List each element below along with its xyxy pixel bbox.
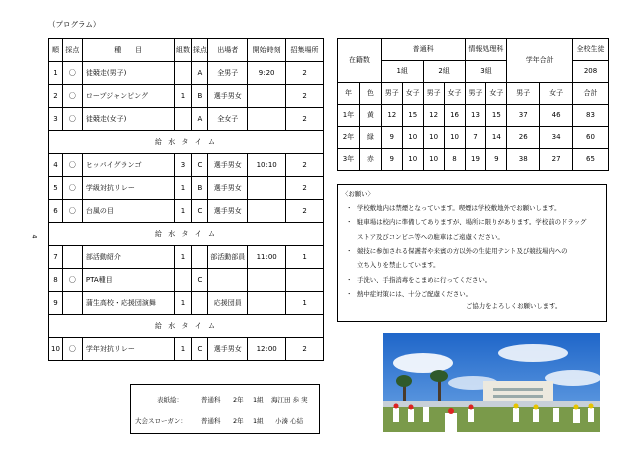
program-cell-time — [248, 269, 286, 292]
program-cell-participants: 全男子 — [208, 62, 248, 85]
program-cell-participants: 選手男女 — [208, 154, 248, 177]
program-cell-mark: B — [192, 177, 208, 200]
student-count: 65 — [573, 149, 609, 171]
student-row — [338, 105, 609, 127]
program-cell-no: 8 — [49, 269, 63, 292]
student-count: 9 — [486, 149, 507, 171]
student-col-header: 女子 — [540, 83, 573, 105]
notice-line: 手洗い、手指消毒をこまめに行ってください。 — [357, 275, 492, 284]
student-count: 10 — [423, 149, 444, 171]
water-break-row — [49, 315, 324, 338]
water-break-label: 給 水 タ イ ム — [49, 131, 324, 154]
program-cell-no: 2 — [49, 85, 63, 108]
notice-closing: ご協力をよろしくお願いします。 — [466, 302, 562, 310]
program-cell-time: 10:10 — [248, 154, 286, 177]
program-cell-name: 学級対抗リレー — [82, 177, 174, 200]
program-cell-mark: A — [192, 62, 208, 85]
student-count: 27 — [540, 149, 573, 171]
student-col-header-row — [338, 83, 609, 105]
student-count: 12 — [381, 105, 402, 127]
class1-header: 1組 — [381, 61, 423, 83]
program-cell-time — [248, 85, 286, 108]
program-cell-place: 2 — [286, 200, 324, 223]
student-col-header: 男子 — [465, 83, 486, 105]
program-cell-place: 2 — [286, 108, 324, 131]
school-total-value: 208 — [573, 61, 609, 83]
program-cell-groups: 1 — [174, 246, 192, 269]
student-count: 26 — [507, 127, 540, 149]
program-cell-time — [248, 177, 286, 200]
notice-line: 競技に参加される保護者や来賓の方以外の生徒用テント及び競技場内への — [357, 246, 568, 255]
student-count-table — [337, 38, 609, 171]
program-cell-participants: 選手男女 — [208, 200, 248, 223]
program-cell-groups: 1 — [174, 85, 192, 108]
program-cell-score: 〇 — [62, 85, 82, 108]
program-cell-place: 2 — [286, 154, 324, 177]
student-row — [338, 127, 609, 149]
student-count: 83 — [573, 105, 609, 127]
slogan-class: 1組 — [253, 417, 264, 425]
cover-art-course: 普通科 — [201, 396, 221, 404]
program-cell-participants: 選手男女 — [208, 338, 248, 361]
notice-bullet: ・ — [346, 218, 353, 227]
student-count: 38 — [507, 149, 540, 171]
program-cell-score: 〇 — [62, 62, 82, 85]
slogan-name: 小湊 心結 — [275, 417, 304, 425]
student-count: 9 — [381, 149, 402, 171]
student-col-header: 女子 — [444, 83, 465, 105]
student-col-header: 女子 — [486, 83, 507, 105]
program-cell-mark: C — [192, 200, 208, 223]
program-cell-time — [248, 108, 286, 131]
notice-line: ストア及びコンビニ等への駐車はご遠慮ください。 — [357, 232, 504, 241]
water-break-row — [49, 131, 324, 154]
student-year: 1年 — [338, 105, 360, 127]
notice-box — [337, 184, 607, 322]
program-cell-place — [286, 269, 324, 292]
program-cell-score — [62, 292, 82, 315]
notice-title: 〈お願い〉 — [342, 190, 374, 198]
program-header-cell: 開始時刻 — [248, 39, 286, 62]
cover-art-year: 2年 — [233, 396, 244, 404]
program-cell-name: PTA種目 — [82, 269, 174, 292]
notice-bullet: ・ — [346, 204, 353, 212]
student-count: 14 — [486, 127, 507, 149]
notice-bullet: ・ — [346, 246, 353, 255]
futsuka-header: 普通科 — [381, 39, 465, 61]
grade-total-header: 学年合計 — [507, 39, 573, 83]
student-count: 60 — [573, 127, 609, 149]
water-break-row — [49, 223, 324, 246]
program-row — [49, 85, 324, 108]
page-number: 4 — [30, 234, 38, 239]
program-cell-mark: C — [192, 269, 208, 292]
notice-line: 立ち入りを禁止しています。 — [357, 261, 440, 270]
school-total-header: 全校生徒 — [573, 39, 609, 61]
program-header-cell: 種 目 — [82, 39, 174, 62]
student-col-header: 女子 — [402, 83, 423, 105]
program-header-cell: 順 — [49, 39, 63, 62]
program-cell-mark: B — [192, 85, 208, 108]
sports-day-photo — [383, 333, 600, 432]
student-count: 10 — [444, 127, 465, 149]
program-cell-name: 部活動紹介 — [82, 246, 174, 269]
student-year: 3年 — [338, 149, 360, 171]
program-header-cell: 招集場所 — [286, 39, 324, 62]
program-cell-no: 7 — [49, 246, 63, 269]
program-header-cell: 組数 — [174, 39, 192, 62]
program-cell-groups: 1 — [174, 292, 192, 315]
program-cell-groups — [174, 108, 192, 131]
program-cell-no: 9 — [49, 292, 63, 315]
student-col-header: 年 — [338, 83, 360, 105]
student-color: 緑 — [359, 127, 381, 149]
program-cell-name: 徒競走(男子) — [82, 62, 174, 85]
program-cell-name: 台風の目 — [82, 200, 174, 223]
program-header-row — [49, 39, 324, 62]
program-cell-place: 1 — [286, 246, 324, 269]
cover-art-label: 表紙絵： — [157, 396, 183, 404]
program-row — [49, 200, 324, 223]
program-cell-name: ヒッパイグランゴ — [82, 154, 174, 177]
notice-line: 熱中症対策には、十分ご配慮ください。 — [357, 289, 473, 298]
program-cell-score: 〇 — [62, 154, 82, 177]
program-cell-time: 12:00 — [248, 338, 286, 361]
student-count: 37 — [507, 105, 540, 127]
program-cell-place: 2 — [286, 177, 324, 200]
program-cell-time — [248, 292, 286, 315]
program-cell-place: 2 — [286, 62, 324, 85]
program-cell-groups: 1 — [174, 200, 192, 223]
program-cell-mark: C — [192, 154, 208, 177]
program-row — [49, 108, 324, 131]
program-cell-participants: 選手男女 — [208, 85, 248, 108]
class2-header: 2組 — [423, 61, 465, 83]
student-count: 10 — [402, 127, 423, 149]
program-row — [49, 269, 324, 292]
sports-day-photo-illustration — [383, 333, 600, 432]
student-count: 8 — [444, 149, 465, 171]
joho-header: 情報処理科 — [465, 39, 507, 61]
student-count: 9 — [381, 127, 402, 149]
slogan-label: 大会スローガン： — [135, 417, 187, 425]
program-cell-score: 〇 — [62, 338, 82, 361]
student-col-header: 男子 — [507, 83, 540, 105]
student-count: 12 — [423, 105, 444, 127]
student-col-header: 色 — [359, 83, 381, 105]
program-title: （プログラム） — [48, 20, 101, 29]
program-cell-score: 〇 — [62, 177, 82, 200]
student-count: 7 — [465, 127, 486, 149]
program-header-cell: 出場者 — [208, 39, 248, 62]
program-row — [49, 338, 324, 361]
student-row — [338, 149, 609, 171]
program-header-cell: 採点 — [62, 39, 82, 62]
student-color: 赤 — [359, 149, 381, 171]
program-cell-groups — [174, 269, 192, 292]
program-row — [49, 246, 324, 269]
program-cell-time: 9:20 — [248, 62, 286, 85]
program-row — [49, 292, 324, 315]
zaiseki-header: 在籍数 — [338, 39, 382, 83]
water-break-label: 給 水 タ イ ム — [49, 223, 324, 246]
notice-line: 駐車場は校内に準備してありますが、場所に限りがあります。学校前のドラッグ — [357, 218, 587, 227]
student-count: 46 — [540, 105, 573, 127]
program-row — [49, 62, 324, 85]
program-cell-name: ロープジャンピング — [82, 85, 174, 108]
program-cell-place: 2 — [286, 338, 324, 361]
program-cell-no: 1 — [49, 62, 63, 85]
program-cell-groups — [174, 62, 192, 85]
student-color: 黄 — [359, 105, 381, 127]
notice-bullet: ・ — [346, 275, 353, 284]
student-count: 10 — [402, 149, 423, 171]
program-cell-score: 〇 — [62, 269, 82, 292]
student-year: 2年 — [338, 127, 360, 149]
program-cell-participants: 部活動部員 — [208, 246, 248, 269]
program-table — [48, 38, 324, 361]
program-cell-mark — [192, 292, 208, 315]
cover-art-name: 海江田 歩 実 — [271, 396, 308, 404]
slogan-year: 2年 — [233, 417, 244, 425]
program-cell-score: 〇 — [62, 108, 82, 131]
student-count: 10 — [423, 127, 444, 149]
program-cell-mark: C — [192, 338, 208, 361]
program-cell-no: 4 — [49, 154, 63, 177]
program-cell-no: 3 — [49, 108, 63, 131]
program-cell-participants: 応援団員 — [208, 292, 248, 315]
program-cell-groups: 1 — [174, 177, 192, 200]
program-cell-no: 5 — [49, 177, 63, 200]
program-cell-no: 6 — [49, 200, 63, 223]
program-cell-no: 10 — [49, 338, 63, 361]
notice-bullet: ・ — [346, 289, 353, 298]
program-cell-participants — [208, 269, 248, 292]
water-break-label: 給 水 タ イ ム — [49, 315, 324, 338]
student-col-header: 合計 — [573, 83, 609, 105]
program-cell-mark — [192, 246, 208, 269]
program-cell-name: 徒競走(女子) — [82, 108, 174, 131]
slogan-course: 普通科 — [201, 417, 221, 425]
student-count: 19 — [465, 149, 486, 171]
class3-header: 3組 — [465, 61, 507, 83]
student-count: 16 — [444, 105, 465, 127]
program-row — [49, 177, 324, 200]
program-cell-groups: 3 — [174, 154, 192, 177]
program-cell-name: 学年対抗リレー — [82, 338, 174, 361]
program-header-cell: 採点 — [192, 39, 208, 62]
cover-art-class: 1組 — [253, 396, 264, 404]
program-cell-participants: 全女子 — [208, 108, 248, 131]
student-count: 13 — [465, 105, 486, 127]
program-row — [49, 154, 324, 177]
notice-line: 学校敷地内は禁煙となっています。喫煙は学校敷地外でお願いします。 — [357, 204, 561, 212]
credits-box — [130, 384, 320, 434]
program-cell-score: 〇 — [62, 200, 82, 223]
student-count: 34 — [540, 127, 573, 149]
program-cell-name: 蒲生高校・応援団演舞 — [82, 292, 174, 315]
program-cell-time — [248, 200, 286, 223]
program-cell-time: 11:00 — [248, 246, 286, 269]
program-cell-participants: 選手男女 — [208, 177, 248, 200]
program-cell-score — [62, 246, 82, 269]
program-cell-groups: 1 — [174, 338, 192, 361]
program-cell-mark: A — [192, 108, 208, 131]
student-count: 15 — [486, 105, 507, 127]
student-count: 15 — [402, 105, 423, 127]
student-col-header: 男子 — [381, 83, 402, 105]
student-col-header: 男子 — [423, 83, 444, 105]
program-cell-place: 2 — [286, 85, 324, 108]
program-cell-place: 1 — [286, 292, 324, 315]
